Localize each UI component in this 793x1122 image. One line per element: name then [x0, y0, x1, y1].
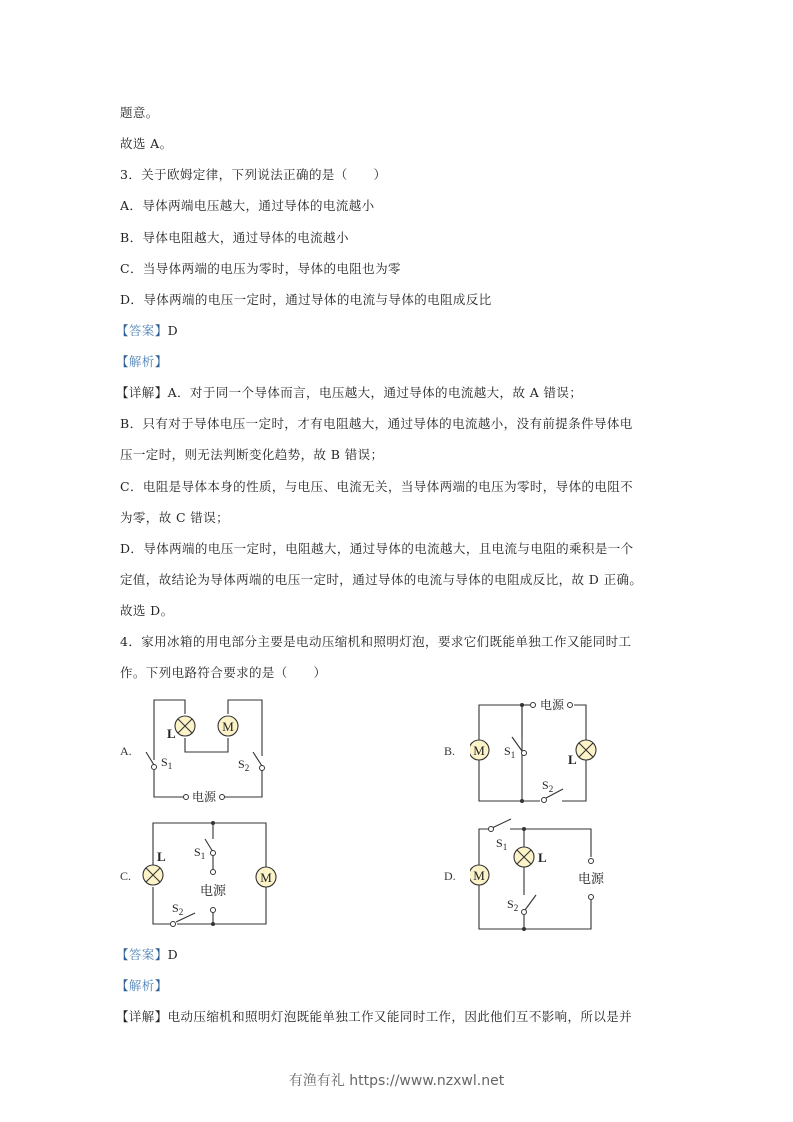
question-3-option-b: B．导体电阻越大，通过导体的电流越小 [120, 230, 349, 245]
footer-watermark: 有渔有礼 https://www.nzxwl.net [288, 1073, 505, 1089]
question-3-detail-line: C．电阻是导体本身的性质，与电压、电流无关，当导体两端的电压为零时，导体的电阻不 [120, 479, 634, 494]
lamp-icon [175, 716, 195, 736]
svg-text:S2: $S_2$ [238, 757, 250, 773]
option-d-label: D. [444, 869, 456, 883]
circuit-diagram-b [470, 695, 600, 810]
question-3-stem: 3．关于欧姆定律，下列说法正确的是（ ） [120, 167, 387, 182]
answer-value: D [167, 323, 179, 338]
text-line: 故选 A。 [120, 136, 173, 151]
svg-text:电源: 电源 [577, 871, 605, 886]
motor-icon [470, 740, 489, 760]
bracket-open: 【 [116, 354, 129, 369]
bracket-open: 【 [116, 978, 129, 993]
motor-icon [218, 716, 238, 736]
question-3-detail-line [116, 385, 582, 401]
bracket-open: 【 [116, 947, 129, 962]
option-c-label: C. [120, 869, 132, 883]
text-line: 题意。 [120, 105, 159, 120]
svg-text:电源: 电源 [199, 883, 227, 898]
svg-text:S2: $S_2$ [542, 778, 554, 794]
answer-tag: 答案 [128, 947, 155, 962]
lamp-icon [514, 847, 534, 867]
svg-text:S1: $S_1$ [194, 845, 206, 861]
svg-text:M: M [260, 870, 272, 885]
svg-text:电源: 电源 [539, 698, 565, 712]
svg-text:M: M [473, 743, 485, 758]
svg-text:L: L [167, 726, 176, 741]
circuit-diagram-d [470, 815, 610, 935]
bracket-open: 【 [116, 323, 129, 338]
question-3-detail-line: 压一定时，则无法判断变化趋势，故 B 错误； [120, 447, 384, 462]
detail-tag: 【详解】 [116, 1009, 168, 1024]
question-3-detail-line: 定值，故结论为导体两端的电压一定时，通过导体的电流与导体的电阻成反比，故 D 正确。 [120, 572, 643, 587]
question-4-stem: 作。下列电路符合要求的是（ ） [120, 665, 327, 680]
svg-text:S1: $S_1$ [504, 744, 516, 760]
detail-text: 电动压缩机和照明灯泡既能单独工作又能同时工作，因此他们互不影响，所以是并 [167, 1009, 633, 1024]
analysis-tag: 解析 [128, 978, 155, 993]
svg-text:电源: 电源 [191, 790, 217, 804]
question-4-detail-line [116, 1009, 632, 1025]
bracket-close: 】 [154, 323, 168, 338]
svg-text:L: L [538, 850, 547, 865]
bracket-close: 】 [154, 947, 168, 962]
lamp-icon [143, 865, 163, 885]
answer-value: D [167, 947, 179, 962]
svg-text:L: L [157, 849, 166, 864]
option-b-label: B. [444, 744, 456, 758]
question-4-analysis-heading [116, 978, 168, 994]
question-3-analysis-heading [116, 354, 168, 370]
bracket-close: 】 [154, 354, 168, 369]
svg-text:S1: $S_1$ [161, 755, 173, 771]
analysis-tag: 解析 [128, 354, 155, 369]
question-3-answer [116, 323, 178, 339]
question-3-option-d: D．导体两端的电压一定时，通过导体的电流与导体的电阻成反比 [120, 292, 492, 307]
question-4-stem: 4．家用冰箱的用电部分主要是电动压缩机和照明灯泡，要求它们既能单独工作又能同时工 [120, 634, 632, 649]
svg-text:S1: $S_1$ [496, 836, 508, 852]
lamp-icon [576, 740, 596, 760]
svg-text:M: M [222, 719, 234, 734]
question-3-option-c: C．当导体两端的电压为零时，导体的电阻也为零 [120, 261, 401, 276]
detail-tag: 【详解】 [116, 385, 168, 400]
svg-text:S2: $S_2$ [172, 901, 184, 917]
svg-text:S2: $S_2$ [507, 897, 519, 913]
detail-text: A．对于同一个导体而言，电压越大，通过导体的电流越大，故 A 错误； [167, 385, 583, 400]
circuit-diagram-c [140, 815, 280, 935]
motor-icon [470, 865, 489, 885]
answer-tag: 答案 [128, 323, 155, 338]
question-3-detail-line: B．只有对于导体电压一定时，才有电阻越大，通过导体的电流越小，没有前提条件导体电 [120, 416, 633, 431]
question-3-detail-line: 为零，故 C 错误； [120, 510, 230, 525]
bracket-close: 】 [154, 978, 168, 993]
option-a-label: A. [120, 744, 132, 758]
question-3-option-a: A．导体两端电压越大，通过导体的电流越小 [120, 198, 375, 213]
question-4-answer [116, 947, 178, 963]
circuit-diagram-a [140, 690, 280, 810]
question-3-detail-line: 故选 D。 [120, 603, 174, 618]
svg-text:M: M [473, 868, 485, 883]
svg-text:L: L [568, 752, 577, 767]
motor-icon [256, 867, 276, 887]
question-3-detail-line: D．导体两端的电压一定时，电阻越大，通过导体的电流越大，且电流与电阻的乘积是一个 [120, 541, 634, 556]
